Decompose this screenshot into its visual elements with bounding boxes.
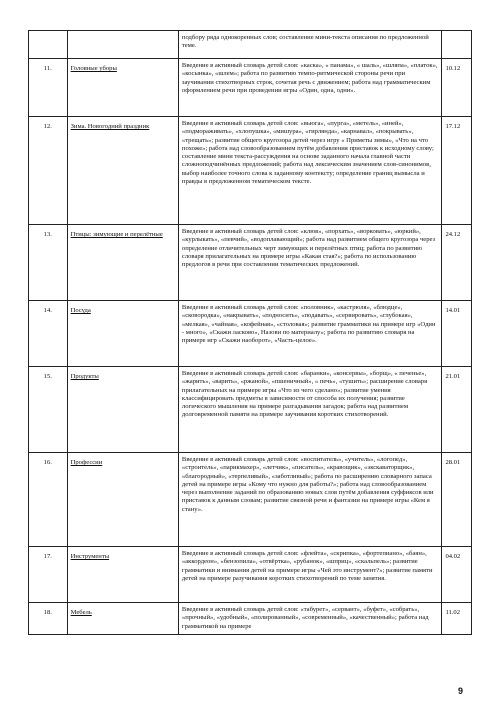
- row-date: 24.12: [442, 225, 472, 301]
- row-description: Введение в активный словарь детей слов: «каска», « панама», « шаль», «шляпа», «платок», «косынка», «шлем»; работа по развитию темпо-ритмической стороны речи при заучивании стихотворных строк, сочетая речь с движением; работа над грамматическим оформлением речи при проведении игры «Один, одна, одни».: [178, 59, 442, 117]
- page-number: 9: [457, 686, 463, 696]
- row-topic: [67, 31, 178, 59]
- row-topic: Головные уборы: [67, 59, 178, 117]
- row-topic: Продукты: [67, 367, 178, 453]
- table-row: [29, 59, 472, 117]
- table-row: [29, 301, 472, 367]
- row-number: 15.: [29, 367, 68, 453]
- table-row: [29, 453, 472, 547]
- row-number: 14.: [29, 301, 68, 367]
- table-row: [29, 547, 472, 603]
- row-description: подбору ряда однокоренных слов; составление мини-текста описания по предложенной теме.: [178, 31, 442, 59]
- row-topic: Мебель: [67, 603, 178, 635]
- table-row: [29, 225, 472, 301]
- row-number: 12.: [29, 117, 68, 225]
- table-row: [29, 31, 472, 59]
- lesson-schedule-table: [28, 30, 472, 635]
- row-description: Введение в активный словарь детей слов: «баранки», «консервы», «борщ», « печенье», «жарить», «варить», «ржаной», «пшеничный», « печь», «тушить»; расширение словаря прилагательных на примере игры «Что из чего сделано»; развитие умения классифицировать предметы в зависимости от способа их получения; развитие логического мышления на примере разгадывания загадок; работа над развитием долговременной памяти на примере заучивания коротких стихотворений.: [178, 367, 442, 453]
- row-date: 28.01: [442, 453, 472, 547]
- row-number: 18.: [29, 603, 68, 635]
- row-date: 04.02: [442, 547, 472, 603]
- row-number: 17.: [29, 547, 68, 603]
- row-date: 11.02: [442, 603, 472, 635]
- row-number: 11.: [29, 59, 68, 117]
- row-number: [29, 31, 68, 59]
- table-row: [29, 367, 472, 453]
- row-description: Введение в активный словарь детей слов: «воспитатель», «учитель», «логопед», «строитель», «парикмахер», «летчик», «писатель», «кравощик», «экскаваторщик», «благородный», «терпеливый», «заботливый»; работа по расширению словарного запаса детей на примере игры «Кому что нужно для работы?»; работа над словообразованием через выполнение заданий по образованию новых слов путём добавления суффиксов или приставок к данным словам; развитие связной речи и фантазии на примере игры «Кем я стану».: [178, 453, 442, 547]
- row-date: [442, 31, 472, 59]
- row-description: Введение в активный словарь детей слов: «клюв», «порхать», «ворковать», «юркий», «курлыкать», «певчий», «водоплавающий»; работа над развитием общего кругозора через определение отличительных черт зимующих и перелётных птиц; работа по развитию словаря прилагательных на примере игры «Какая стая?»; работа по использованию предлогов в речи при составлении тематических предложений.: [178, 225, 442, 301]
- row-topic: Профессии: [67, 453, 178, 547]
- row-date: 17.12: [442, 117, 472, 225]
- schedule-table-wrapper: [28, 30, 472, 635]
- row-date: 10.12: [442, 59, 472, 117]
- row-date: 14.01: [442, 301, 472, 367]
- table-body: [29, 31, 472, 635]
- row-number: 13.: [29, 225, 68, 301]
- row-topic: Посуда: [67, 301, 178, 367]
- table-row: [29, 117, 472, 225]
- row-description: Введение в активный словарь детей слов: «флейта», «скрипка», «фортепиано», «баян», «аккордеон», «бензопила», «отвёртка», «рубанок», «шприц», «скальпель»; развитие грамматики и внимания детей на примере игры «Чей это инструмент?»; развитие памяти детей на примере разучивания коротких стихотворений по теме занятия.: [178, 547, 442, 603]
- row-description: Введение в активный словарь детей слов: «вьюга», «пурга», «метель», «иней», «подмораживать», «хлопушка», «мишура», «гирлянда», «карнавал», «покрывать», «трещать»; развитие общего кругозора детей через игру « Приметы зимы», «Что на что похоже»; работа над словообразованием путём добавления приставок к исходному слову; составление мини текста-рассуждения на основе заданного начала главной части сложноподчинённых предложений; работа над лексическим значением слов-синонимов, выбор наиболее точного слова к заданному контексту; определение границ вымысла и правды в предложенном тематическом тексте.: [178, 117, 442, 225]
- row-description: Введение в активный словарь детей слов: «табурет», «сервант», «буфет», «собрать», «прочный», «удобный», «полированный», «современный», «качественный»; работа над грамматикой на примере: [178, 603, 442, 635]
- row-number: 16.: [29, 453, 68, 547]
- row-date: 21.01: [442, 367, 472, 453]
- row-topic: Инструменты: [67, 547, 178, 603]
- table-row: [29, 603, 472, 635]
- row-topic: Птицы: зимующие и перелётные: [67, 225, 178, 301]
- row-topic: Зима. Новогодний праздник: [67, 117, 178, 225]
- row-description: Введение в активный словарь детей слов: «половник», «кастрюля», «блюдце», «сковородка», «накрывать», «подносить», «подавать», «сервировать», «глубокая», «мелкая», «чайная», «кофейная», «столовая»; развитие грамматики на примере игр «Один - много», «Скажи ласково», Назови по материалу»; работа по развитию словаря на примере игр «Скажи наоборот», «Часть-целое».: [178, 301, 442, 367]
